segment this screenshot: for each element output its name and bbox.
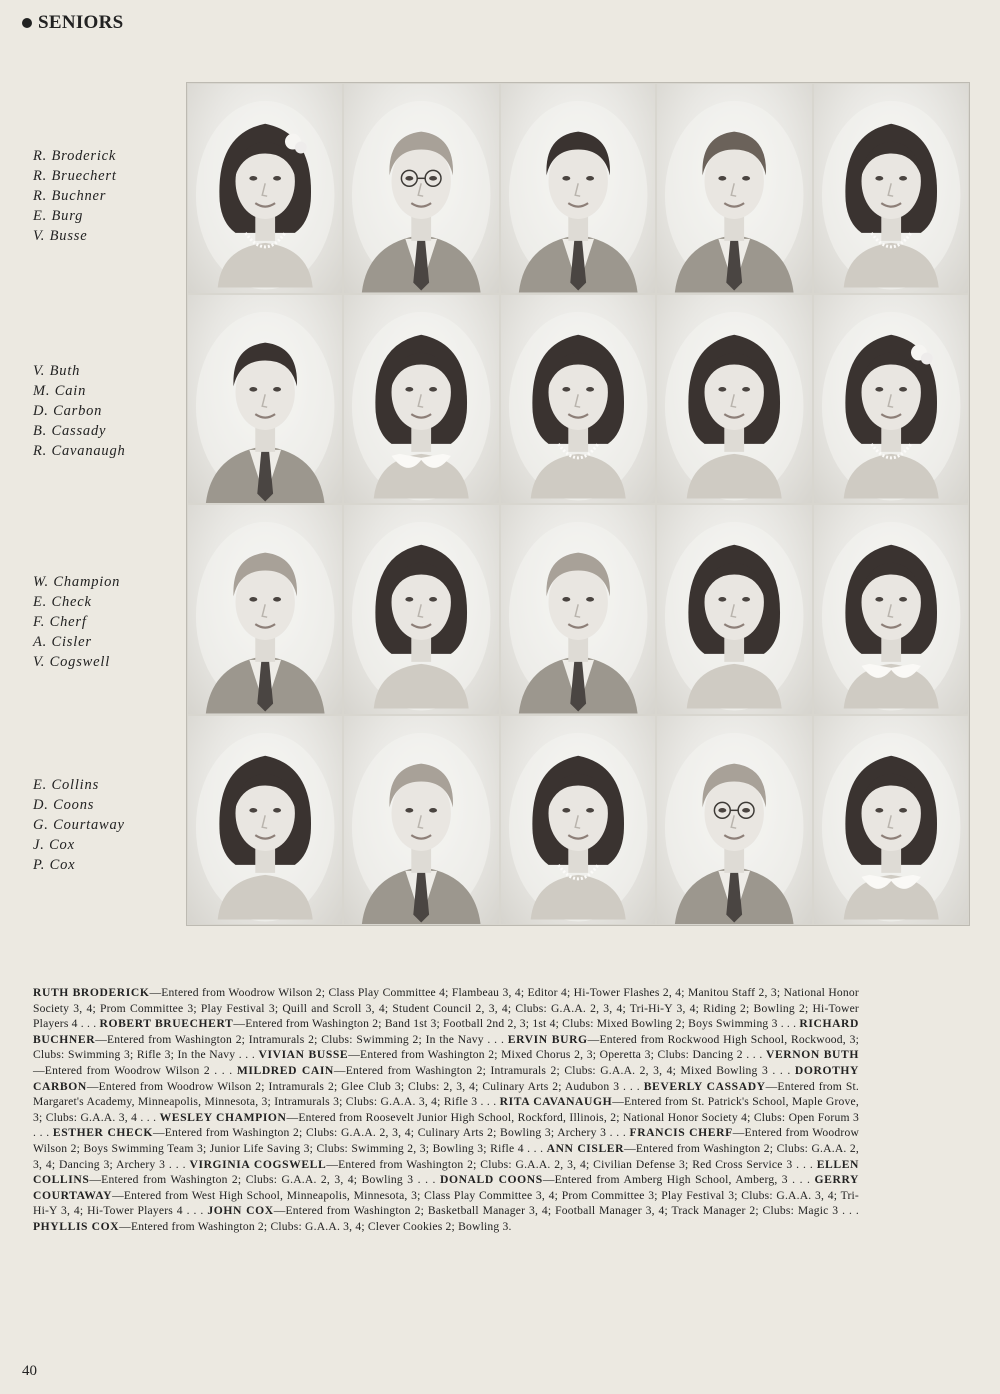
bio-activities: —Entered from Amberg High School, Amberg, 3 . . . (542, 1173, 815, 1187)
bullet-icon (22, 18, 32, 28)
section-heading (22, 12, 124, 34)
caption-name: D. Coons (33, 797, 95, 813)
bio-activities: —Entered from St. Patrick's School, Maple Grove, 3; Clubs: G.A.A. 3, 4 . . . (33, 1095, 859, 1124)
bio-student-name: RUTH BRODERICK (33, 986, 150, 999)
bio-student-name: DOROTHY CARBON (33, 1063, 859, 1093)
bio-student-name: WESLEY CHAMPION (159, 1110, 287, 1124)
bio-student-name: ESTHER CHECK (52, 1126, 153, 1140)
bio-activities: —Entered from Washington 2; Band 1st 3; Football 2nd 2, 3; 1st 4; Clubs: Mixed Bowling 2; Boys Swimming 3 . . . (233, 1017, 800, 1031)
student-portrait-photo (344, 716, 498, 925)
caption-name: E. Burg (33, 208, 84, 224)
bio-activities: —Entered from Washington 2; Clubs: G.A.A. 2, 3, 4; Dancing 3; Archery 3 . . . (33, 1141, 859, 1171)
bio-student-name: RICHARD BUCHNER (33, 1017, 859, 1046)
bio-activities: —Entered from Woodrow Wilson 2; Boys Swimming Team 3; Junior Life Saving 3; Clubs: Swimming 2, 3; Bowling 3; Rifle 4 . . . (33, 1126, 860, 1155)
bio-activities: —Entered from Washington 2; Clubs: G.A.A. 2, 3, 4; Civilian Defense 3; Red Cross Service 3 . . . (326, 1157, 817, 1171)
bio-student-name: GERRY COURTAWAY (33, 1173, 859, 1202)
section-title: SENIORS (38, 12, 124, 33)
student-portrait-photo (657, 505, 811, 714)
student-portrait-photo (188, 84, 342, 293)
caption-name: R. Broderick (33, 148, 117, 164)
row-2-caption (33, 361, 126, 461)
bio-activities: —Entered from St. Margaret's Academy, Minneapolis, Minnesota, 3; Intramurals 3; Clubs: G.A.A. 3, 4; Rifle 3 . . . (33, 1079, 859, 1109)
caption-name: E. Check (33, 594, 92, 610)
biography-paragraph (33, 985, 859, 1235)
caption-name: W. Champion (33, 574, 121, 590)
student-portrait-photo (501, 295, 655, 504)
row-1-caption (33, 146, 117, 246)
student-portrait-photo (814, 295, 968, 504)
bio-student-name: JOHN COX (207, 1204, 274, 1218)
student-portrait-photo (344, 295, 498, 504)
caption-name: F. Cherf (33, 614, 87, 630)
bio-activities: —Entered from Washington 2; Clubs: G.A.A. 2, 3, 4; Culinary Arts 2; Bowling 3; Archery 3 . . . (152, 1126, 630, 1140)
bio-activities: —Entered from Woodrow Wilson 2 . . . (33, 1063, 237, 1077)
portrait-grid (186, 82, 970, 926)
caption-name: R. Cavanaugh (33, 443, 126, 459)
caption-name: M. Cain (33, 383, 87, 399)
bio-activities: —Entered from Washington 2; Basketball Manager 3, 4; Football Manager 3, 4; Track Manager 2; Clubs: Magic 3 . . . (273, 1204, 859, 1218)
bio-student-name: VERNON BUTH (765, 1048, 859, 1062)
bio-student-name: PHYLLIS COX (33, 1219, 120, 1233)
bio-student-name: VIRGINIA COGSWELL (189, 1157, 327, 1171)
bio-activities: —Entered from Washington 2; Clubs: G.A.A. 2, 3, 4; Bowling 3 . . . (89, 1173, 440, 1187)
bio-student-name: ERVIN BURG (507, 1032, 588, 1046)
student-portrait-photo (188, 716, 342, 925)
bio-activities: —Entered from Rockwood High School, Rockwood, 3; Clubs: Swimming 3; Rifle 3; In the Navy . . . (33, 1032, 859, 1062)
student-portrait-photo (814, 84, 968, 293)
caption-name: V. Busse (33, 228, 88, 244)
caption-name: R. Buchner (33, 188, 107, 204)
page-number: 40 (22, 1363, 37, 1379)
bio-student-name: VIVIAN BUSSE (258, 1048, 349, 1062)
student-portrait-photo (188, 505, 342, 714)
caption-name: A. Cisler (33, 634, 92, 650)
bio-student-name: FRANCIS CHERF (629, 1126, 733, 1140)
student-portrait-photo (814, 505, 968, 714)
row-3-caption (33, 572, 120, 672)
bio-student-name: DONALD COONS (439, 1173, 543, 1187)
caption-name: D. Carbon (33, 403, 103, 419)
bio-student-name: ELLEN COLLINS (33, 1157, 860, 1187)
bio-student-name: ROBERT BRUECHERT (99, 1017, 234, 1031)
bio-activities: —Entered from Washington 2; Intramurals 2; Clubs: G.A.A. 2, 3, 4; Mixed Bowling 3 . . . (333, 1063, 795, 1077)
student-portrait-photo (501, 716, 655, 925)
bio-activities: —Entered from Roosevelt Junior High School, Rockford, Illinois, 2; National Honor Society 4; Clubs: Open Forum 3 . . . (33, 1110, 859, 1140)
bio-activities: —Entered from Woodrow Wilson 2; Intramurals 2; Glee Club 3; Clubs: 2, 3, 4; Culinary Arts 2; Audubon 3 . . . (86, 1079, 644, 1093)
bio-activities: —Entered from Washington 2; Mixed Chorus 2, 3; Operetta 3; Clubs: Dancing 2 . . . (348, 1048, 766, 1062)
caption-name: G. Courtaway (33, 817, 125, 833)
student-portrait-photo (814, 716, 968, 925)
student-portrait-photo (344, 505, 498, 714)
student-portrait-photo (344, 84, 498, 293)
student-portrait-photo (501, 505, 655, 714)
caption-name: V. Buth (33, 363, 81, 379)
bio-student-name: MILDRED CAIN (236, 1063, 334, 1077)
bio-activities: —Entered from Washington 2; Clubs: G.A.A. 3, 4; Clever Cookies 2; Bowling 3. (119, 1219, 512, 1233)
caption-name: E. Collins (33, 777, 100, 793)
bio-activities: —Entered from Woodrow Wilson 2; Class Play Committee 4; Flambeau 3, 4; Editor 4; Hi-Tower Flashes 2, 4; Manitou Staff 2, 3; National Honor Society 3, 4; Prom Committee 3; Play Festival 3; Quill and Scroll 3, 4; Student Council 2, 3, 4; Clubs: G.A.A. 2, 3, 4; Tri-Hi-Y 3, 4; Riding 2; Bowling 2; Hi-Tower Players 4 . . . (33, 986, 859, 1031)
bio-student-name: BEVERLY CASSADY (643, 1079, 766, 1093)
caption-name: V. Cogswell (33, 654, 111, 670)
bio-student-name: RITA CAVANAUGH (499, 1095, 613, 1109)
student-portrait-photo (501, 84, 655, 293)
row-4-caption (33, 775, 125, 875)
caption-name: J. Cox (33, 837, 75, 853)
caption-name: P. Cox (33, 857, 76, 873)
caption-name: R. Bruechert (33, 168, 117, 184)
bio-activities: —Entered from West High School, Minneapolis, Minnesota, 3; Class Play Committee 3, 4; Prom Committee 3; Play Festival 3; Clubs: G.A.A. 3, 4; Tri-Hi-Y 3, 4; Hi-Tower Players 4 . . . (33, 1188, 859, 1218)
student-portrait-photo (657, 84, 811, 293)
student-portrait-photo (657, 295, 811, 504)
bio-student-name: ANN CISLER (546, 1141, 625, 1155)
student-portrait-photo (657, 716, 811, 925)
bio-activities: —Entered from Washington 2; Intramurals 2; Clubs: Swimming 2; In the Navy . . . (95, 1032, 508, 1046)
student-portrait-photo (188, 295, 342, 504)
caption-name: B. Cassady (33, 423, 107, 439)
